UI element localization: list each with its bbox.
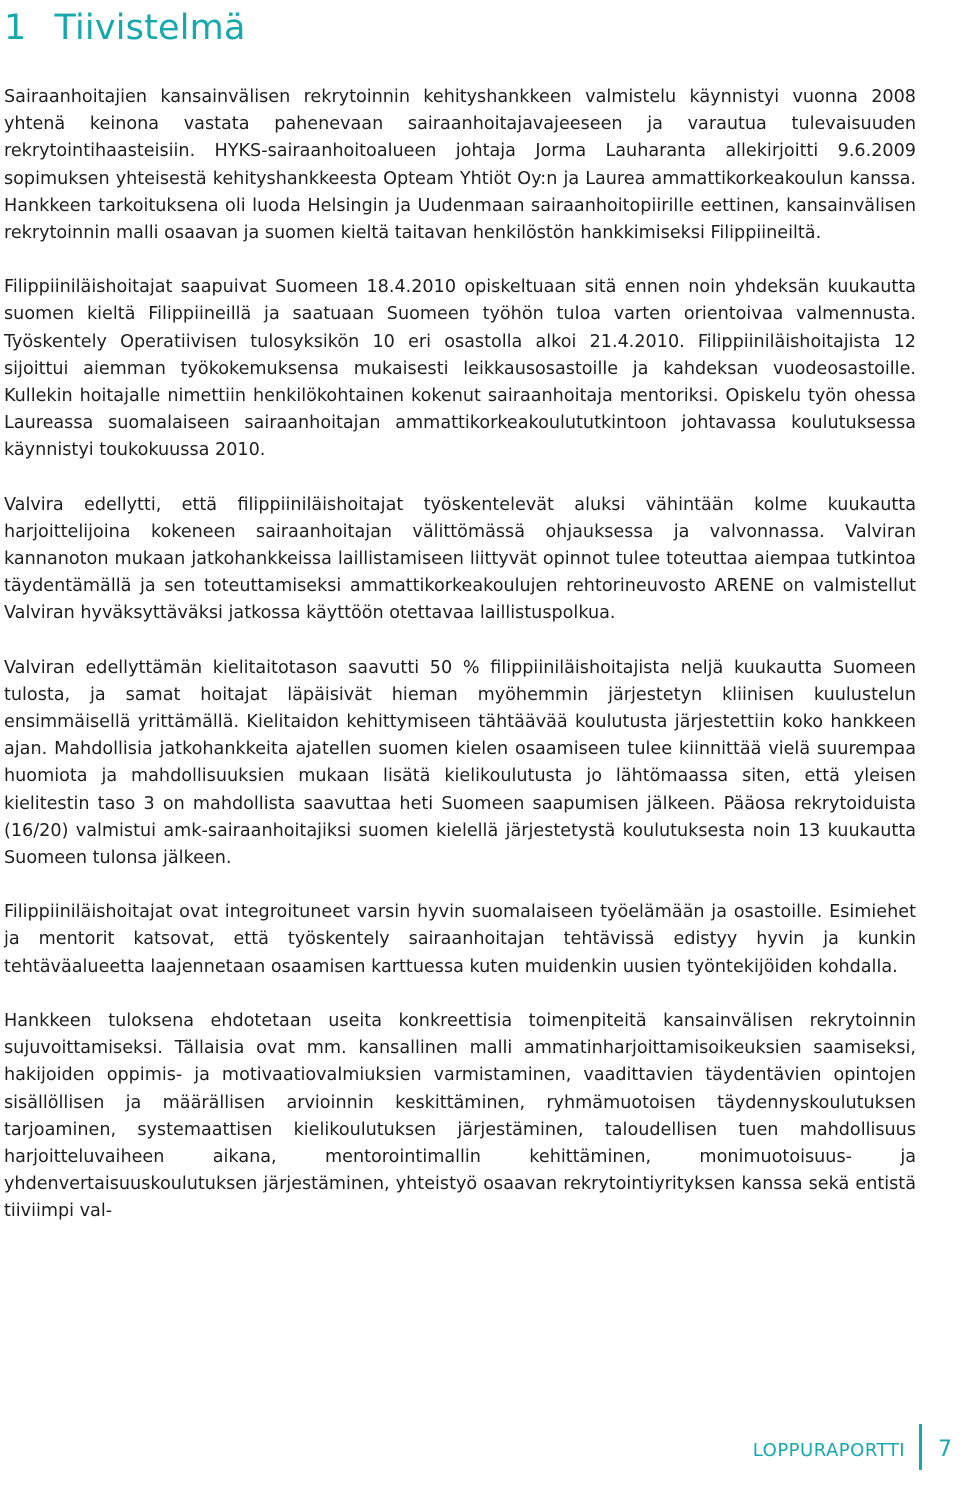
body-text xyxy=(4,84,916,1253)
chapter-title: Tiivistelmä xyxy=(54,8,246,48)
paragraph: Hankkeen tuloksena ehdotetaan useita konkreettisia toimenpiteitä kansainvälisen rekrytoinnin sujuvoittamiseksi. Tällaisia ovat mm. kansallinen malli ammatinharjoittamisoikeuksien saamiseksi, hakijoiden oppimis- ja motivaatiovalmiuksien varmistaminen, vaadittavien täydentävien opintojen sisällöllisen ja määrällisen arvioinnin keskittäminen, ryhmämuotoisen täydennyskoulutuksen tarjoaminen, systemaattisen kielikoulutuksen järjestäminen, taloudellisen tuen mahdollisuus harjoitteluvaiheen aikana, mentorointimallin kehittäminen, monimuotoisuus- ja yhdenvertaisuuskoulutuksen järjestäminen, yhteistyö osaavan rekrytointiyrityksen kanssa sekä entistä tiiviimpi val- xyxy=(4,1010,916,1222)
paragraph: Valviran edellyttämän kielitaitotason saavutti 50 % filippiiniläishoitajista neljä kuukautta Suomeen tulosta, ja samat hoitajat läpäisivät hieman myöhemmin järjestetyn kliinisen kuulustelun ensimmäisellä yrittämällä. Kielitaidon kehittymiseen tähtäävää koulutusta järjestettiin koko hankkeen ajan. Mahdollisia jatkohankkeita ajatellen suomen kielen osaamiseen tulee kiinnittää vielä suurempaa huomiota ja mahdollisuuksien mukaan lisätä kielikoulutusta jo lähtömaassa siten, että yleisen kielitestin taso 3 on mahdollista saavuttaa heti Suomeen saapumisen jälkeen. Pääosa rekrytoiduista (16/20) valmistui amk-sairaanhoitajiksi suomen kielellä järjestetystä koulutuksesta noin 13 kuukautta Suomeen tulonsa jälkeen. xyxy=(4,657,916,869)
footer-divider xyxy=(919,1424,922,1470)
paragraph: Filippiiniläishoitajat saapuivat Suomeen 18.4.2010 opiskeltuaan sitä ennen noin yhdeksän kuukautta suomen kieltä Filippiineillä ja saatuaan Suomeen työhön tuloa varten orientoivaa valmennusta. Työskentely Operatiivisen tulosyksikön 10 eri osastolla alkoi 21.4.2010. Filippiiniläishoitajista 12 sijoittui aiemman työkokemuksensa mukaisesti leikkausosastoille ja kahdeksan vuodeosastoille. Kullekin hoitajalle nimettiin henkilökohtainen kokenut sairaanhoitaja mentoriksi. Opiskelu työn ohessa Laureassa suomalaiseen sairaanhoitajan ammattikorkeakoulututkintoon johtavassa koulutuksessa käynnistyi toukokuussa 2010. xyxy=(4,277,916,461)
page-footer xyxy=(753,1424,952,1470)
report-label: LOPPURAPORTTI xyxy=(752,1439,905,1461)
page-number: 7 xyxy=(938,1436,952,1462)
chapter-heading xyxy=(4,2,246,54)
paragraph: Filippiiniläishoitajat ovat integroituneet varsin hyvin suomalaiseen työelämään ja osastoille. Esimiehet ja mentorit katsovat, että työskentely sairaanhoitajan tehtävissä edistyy hyvin ja kunkin tehtäväalueetta laajennetaan osaamisen karttuessa kuten muidenkin uusien työntekijöiden kohdalla. xyxy=(4,902,916,977)
chapter-number: 1 xyxy=(4,8,27,48)
paragraph: Valvira edellytti, että filippiiniläishoitajat työskentelevät aluksi vähintään kolme kuukautta harjoittelijoina kokeneen sairaanhoitajan välittömässä ohjauksessa ja valvonnassa. Valviran kannanoton mukaan jatkohankkeissa laillistamiseen liittyvät opinnot tulee toteuttaa aiempaa tutkintoa täydentämällä ja sen toteuttamiseksi ammattikorkeakoulujen rehtorineuvosto ARENE on valmistellut Valviran hyväksyttäväksi jatkossa käyttöön otettavaa laillistuspolkua. xyxy=(4,494,916,624)
paragraph: Sairaanhoitajien kansainvälisen rekrytoinnin kehityshankkeen valmistelu käynnistyi vuonna 2008 yhtenä keinona vastata pahenevaan sairaanhoitajavajeeseen ja varautua tulevaisuuden rekrytointihaasteisiin. HYKS-sairaanhoitoalueen johtaja Jorma Lauharanta allekirjoitti 9.6.2009 sopimuksen yhteisestä kehityshankkeesta Opteam Yhtiöt Oy:n ja Laurea ammattikorkeakoulun kanssa. Hankkeen tarkoituksena oli luoda Helsingin ja Uudenmaan sairaanhoitopiirille eettinen, kansainvälisen rekrytoinnin malli osaavan ja suomen kieltä taitavan henkilöstön hankkimiseksi Filippiineiltä. xyxy=(4,87,916,244)
